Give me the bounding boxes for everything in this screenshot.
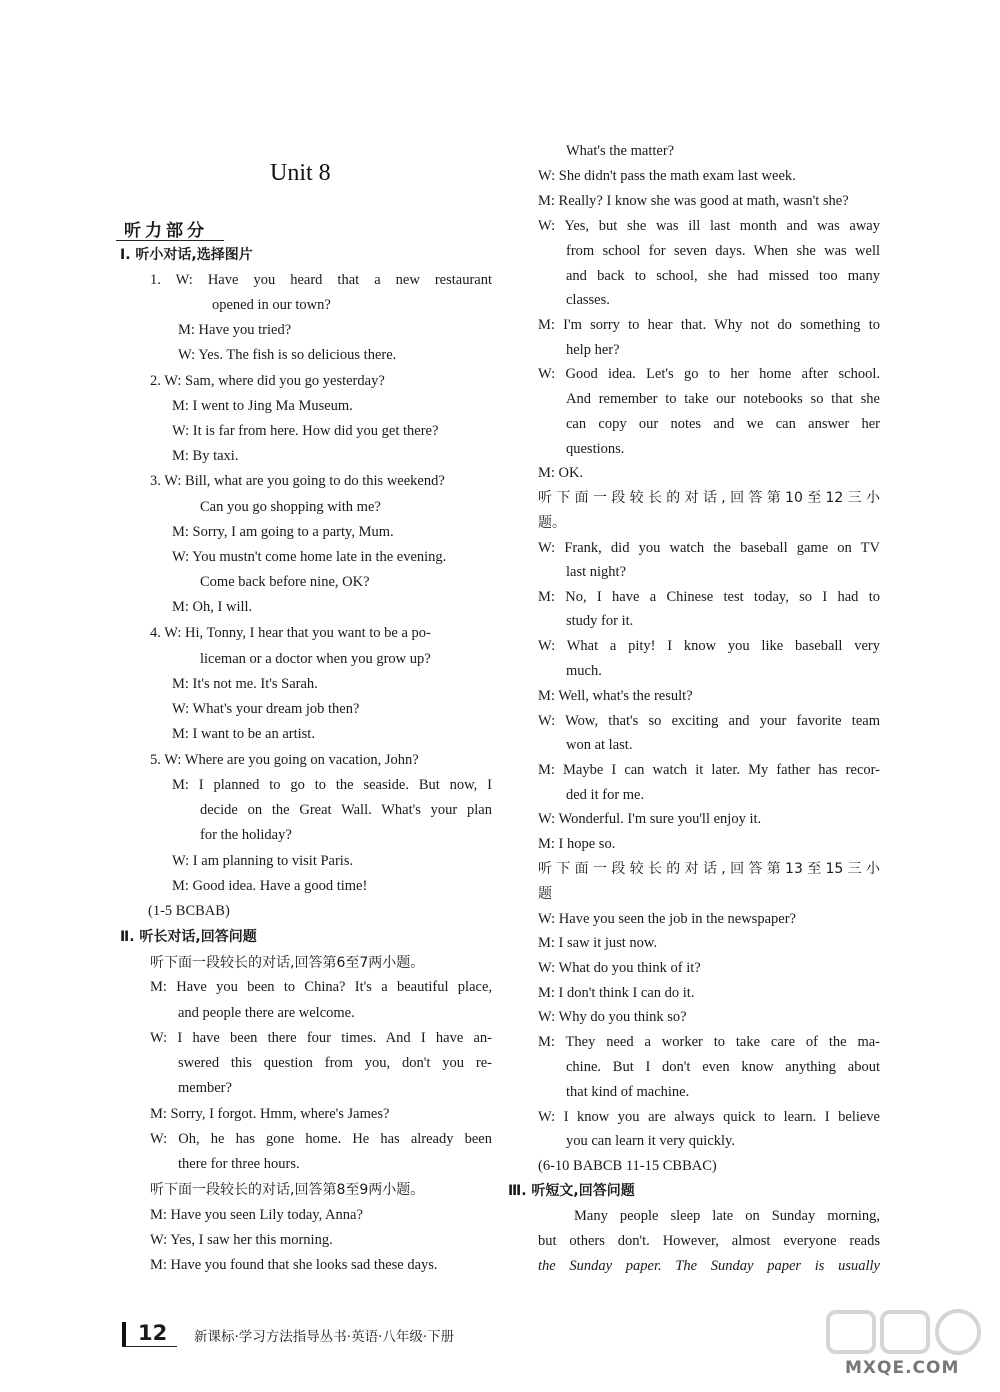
right-line: W: Yes, but she was ill last month and was away bbox=[538, 218, 880, 234]
right-line: 题。 bbox=[538, 515, 566, 531]
part1-header: Ⅰ. 听小对话,选择图片 bbox=[120, 247, 253, 263]
left-line: W: What's your dream job then? bbox=[172, 701, 360, 717]
right-line: last night? bbox=[566, 564, 627, 580]
right-line: W: Wonderful. I'm sure you'll enjoy it. bbox=[538, 811, 762, 827]
left-line: M: Good idea. Have a good time! bbox=[172, 878, 368, 894]
unit-title: Unit 8 bbox=[270, 160, 331, 186]
left-line: 3. W: Bill, what are you going to do this weekend? bbox=[150, 473, 445, 489]
right-line: And remember to take our notebooks so that she bbox=[566, 391, 880, 407]
left-line: Come back before nine, OK? bbox=[200, 574, 370, 590]
right-line: help her? bbox=[566, 342, 620, 358]
right-line: M: I'm sorry to hear that. Why not do something to bbox=[538, 317, 880, 333]
right-line: study for it. bbox=[566, 613, 634, 629]
left-line: M: I planned to go to the seaside. But now, I bbox=[172, 777, 492, 793]
right-line: M: Really? I know she was good at math, wasn't she? bbox=[538, 193, 849, 209]
left-line: W: I have been there four times. And I have an- bbox=[150, 1030, 492, 1046]
left-line: W: It is far from here. How did you get there? bbox=[172, 423, 439, 439]
right-line: W: She didn't pass the math exam last week. bbox=[538, 168, 796, 184]
left-line: M: I went to Jing Ma Museum. bbox=[172, 398, 353, 414]
left-line: member? bbox=[178, 1080, 232, 1096]
right-line: M: OK. bbox=[538, 465, 584, 481]
left-line: M: Have you tried? bbox=[178, 322, 292, 338]
right-line: W: What a pity! I know you like baseball very bbox=[538, 638, 880, 654]
part3-header: Ⅲ. 听短文,回答问题 bbox=[508, 1183, 635, 1199]
right-line: can copy our notes and we can answer her bbox=[566, 416, 880, 432]
section-header: 听力部分 bbox=[124, 221, 208, 241]
right-line: Many people sleep late on Sunday morning, bbox=[574, 1208, 880, 1224]
right-line: M: Maybe I can watch it later. My father has recor- bbox=[538, 762, 880, 778]
left-line: liceman or a doctor when you grow up? bbox=[200, 651, 431, 667]
right-line: questions. bbox=[566, 441, 625, 457]
footer-rule bbox=[122, 1346, 177, 1347]
answer-key: (1-5 BCBAB) bbox=[148, 903, 230, 919]
left-line: 5. W: Where are you going on vacation, John? bbox=[150, 752, 419, 768]
left-line: 1. W: Have you heard that a new restaurant bbox=[150, 272, 492, 288]
right-line: from school for seven days. When she was well bbox=[566, 243, 880, 259]
right-line: M: I saw it just now. bbox=[538, 935, 658, 951]
right-line: W: Have you seen the job in the newspaper? bbox=[538, 911, 796, 927]
right-line: M: I hope so. bbox=[538, 836, 616, 852]
watermark-text: MXQE.COM bbox=[845, 1358, 960, 1378]
section-underline bbox=[116, 240, 224, 241]
left-line: and people there are welcome. bbox=[178, 1005, 355, 1021]
left-line: M: Sorry, I forgot. Hmm, where's James? bbox=[150, 1106, 390, 1122]
left-line: Can you go shopping with me? bbox=[200, 499, 381, 515]
right-line: W: Why do you think so? bbox=[538, 1009, 687, 1025]
left-line: M: Sorry, I am going to a party, Mum. bbox=[172, 524, 394, 540]
left-line: 听下面一段较长的对话,回答第6至7两小题。 bbox=[150, 955, 425, 971]
right-line: What's the matter? bbox=[566, 143, 675, 159]
left-line: swered this question from you, don't you re- bbox=[178, 1055, 492, 1071]
right-line: W: Frank, did you watch the baseball game on TV bbox=[538, 540, 880, 556]
left-line: M: By taxi. bbox=[172, 448, 239, 464]
left-line: W: Yes, I saw her this morning. bbox=[150, 1232, 333, 1248]
right-line: much. bbox=[566, 663, 602, 679]
right-line: classes. bbox=[566, 292, 610, 308]
right-line: ded it for me. bbox=[566, 787, 645, 803]
left-line: opened in our town? bbox=[212, 297, 331, 313]
right-line: M: Well, what's the result? bbox=[538, 688, 693, 704]
left-line: M: It's not me. It's Sarah. bbox=[172, 676, 318, 692]
right-line: 听下面一段较长的对话,回答第13至15三小 bbox=[538, 861, 880, 877]
left-line: W: Yes. The fish is so delicious there. bbox=[178, 347, 397, 363]
right-line: that kind of machine. bbox=[566, 1084, 690, 1100]
left-line: decide on the Great Wall. What's your plan bbox=[200, 802, 492, 818]
left-line: M: Have you found that she looks sad these days. bbox=[150, 1257, 438, 1273]
answer-key: (6-10 BABCB 11-15 CBBAC) bbox=[538, 1158, 717, 1174]
right-line: you can learn it very quickly. bbox=[566, 1133, 735, 1149]
left-line: 2. W: Sam, where did you go yesterday? bbox=[150, 373, 385, 389]
left-line: there for three hours. bbox=[178, 1156, 300, 1172]
right-line: 题 bbox=[538, 886, 552, 902]
right-line: won at last. bbox=[566, 737, 633, 753]
right-line: and back to school, she had missed too many bbox=[566, 268, 880, 284]
left-line: M: Have you been to China? It's a beautiful place, bbox=[150, 979, 492, 995]
left-line: M: Oh, I will. bbox=[172, 599, 253, 615]
right-line: W: I know you are always quick to learn. I believe bbox=[538, 1109, 880, 1125]
right-line: chine. But I don't even know anything about bbox=[566, 1059, 880, 1075]
left-line: 听下面一段较长的对话,回答第8至9两小题。 bbox=[150, 1182, 425, 1198]
right-line: W: Good idea. Let's go to her home after school. bbox=[538, 366, 880, 382]
left-line: W: You mustn't come home late in the evening. bbox=[172, 549, 447, 565]
left-line: M: I want to be an artist. bbox=[172, 726, 315, 742]
right-line: W: Wow, that's so exciting and your favorite team bbox=[538, 713, 880, 729]
right-line: M: They need a worker to take care of the ma- bbox=[538, 1034, 880, 1050]
right-line: M: I don't think I can do it. bbox=[538, 985, 695, 1001]
right-line: W: What do you think of it? bbox=[538, 960, 701, 976]
right-line: M: No, I have a Chinese test today, so I had to bbox=[538, 589, 880, 605]
left-line: W: I am planning to visit Paris. bbox=[172, 853, 354, 869]
right-line: 听下面一段较长的对话,回答第10至12三小 bbox=[538, 490, 880, 506]
book-title: 新课标·学习方法指导丛书·英语·八年级·下册 bbox=[194, 1329, 455, 1345]
right-line: but others don't. However, almost everyone reads bbox=[538, 1233, 880, 1249]
left-line: 4. W: Hi, Tonny, I hear that you want to be a po- bbox=[150, 625, 431, 641]
right-line: the Sunday paper. The Sunday paper is usually bbox=[538, 1258, 880, 1274]
part2-header: Ⅱ. 听长对话,回答问题 bbox=[120, 929, 257, 945]
page-number: 12 bbox=[138, 1321, 168, 1345]
left-line: W: Oh, he has gone home. He has already been bbox=[150, 1131, 492, 1147]
left-line: for the holiday? bbox=[200, 827, 292, 843]
footer-bar bbox=[122, 1322, 126, 1346]
left-line: M: Have you seen Lily today, Anna? bbox=[150, 1207, 363, 1223]
